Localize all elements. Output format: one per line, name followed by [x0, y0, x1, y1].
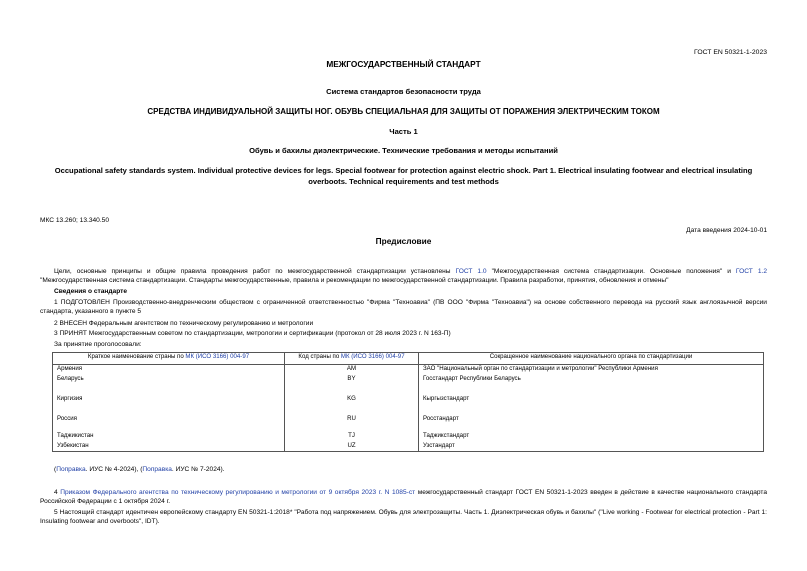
mks-classification: МКС 13.260; 13.340.50 — [40, 217, 110, 224]
standards-system-heading: Система стандартов безопасности труда — [326, 87, 481, 96]
table-row — [53, 442, 764, 452]
column-header-code — [285, 353, 419, 365]
code-cell: BY — [285, 375, 419, 395]
voting-countries-table — [52, 352, 764, 452]
item-5-identical-standard: 5 Настоящий стандарт идентичен европейскому стандарту EN 50321-1:2018* "Работа под напряжением. Обувь для электрозащиты. Часть 1. Диэлектрическая обувь и бахилы" ("Live working - Footwear for electrical protection - Part 1: Insulating footwear and overboots", IDT). — [40, 509, 767, 525]
table-header-row — [53, 353, 764, 365]
document-code: ГОСТ EN 50321-1-2023 — [694, 49, 767, 56]
voted-label: За принятие проголосовали: — [54, 341, 142, 348]
amendment-text: . ИУС № 4-2024), ( — [85, 466, 143, 473]
gost-1-2-link[interactable]: ГОСТ 1.2 — [735, 268, 767, 275]
standard-type-heading: МЕЖГОСУДАРСТВЕННЫЙ СТАНДАРТ — [326, 59, 481, 69]
paragraph-text: Цели, основные принципы и общие правила проведения работ по межгосударственной стандартизации установлены — [54, 268, 456, 275]
amendment-link-2[interactable]: Поправка — [142, 466, 172, 473]
order-link[interactable]: Приказом Федерального агентства по техническому регулированию и метрологии от 9 октября 2023 г. N 1085-ст — [60, 489, 416, 496]
table-row — [53, 365, 764, 375]
table-row — [53, 415, 764, 432]
part-heading: Часть 1 — [389, 127, 418, 136]
item-4-order — [40, 489, 767, 507]
introduction-date: Дата введения 2024-10-01 — [686, 227, 767, 234]
gost-1-0-link[interactable]: ГОСТ 1.0 — [455, 268, 487, 275]
mk-iso-3166-link[interactable]: МК (ИСО 3166) 004-97 — [340, 353, 405, 360]
body-cell: Узстандарт — [419, 442, 764, 452]
body-cell: Росстандарт — [419, 415, 764, 432]
country-cell: Узбекистан — [53, 442, 285, 452]
code-cell: KG — [285, 395, 419, 415]
country-cell: Киргизия — [53, 395, 285, 415]
header-text: Краткое наименование страны по — [87, 353, 186, 360]
paragraph-text: "Межгосударственная система стандартизации. Стандарты межгосударственные, правила и рекомендации по межгосударственной стандартизации. Правила разработки, принятия, обновления и отмены" — [40, 276, 669, 284]
document-subtitle: Обувь и бахилы диэлектрические. Технические требования и методы испытаний — [249, 146, 558, 155]
body-cell: ЗАО "Национальный орган по стандартизации и метрологии" Республики Армения — [419, 365, 764, 375]
country-cell: Таджикистан — [53, 432, 285, 442]
foreword-paragraph-1 — [40, 268, 767, 286]
country-cell: Армения — [53, 365, 285, 375]
paragraph-text: "Межгосударственная система стандартизации. Основные положения" и — [486, 268, 736, 275]
column-header-country — [53, 353, 285, 365]
standard-info-heading: Сведения о стандарте — [54, 288, 128, 295]
column-header-body: Сокращенное наименование национального органа по стандартизации — [419, 353, 764, 365]
body-cell: Госстандарт Республики Беларусь — [419, 375, 764, 395]
amendments-line — [54, 466, 225, 475]
code-cell: UZ — [285, 442, 419, 452]
amendment-text: ( — [54, 466, 57, 473]
table-row — [53, 432, 764, 442]
country-cell: Россия — [53, 415, 285, 432]
item-1-prepared: 1 ПОДГОТОВЛЕН Производственно-внедренческим обществом с ограниченной ответственностью "Фирма "Техноавиа" (ПВ ООО "Фирма "Техноавиа") на основе собственного перевода на русский язык англоязычной версии стандарта, указанного в пункте 5 — [40, 299, 767, 315]
table-row — [53, 395, 764, 415]
code-cell: RU — [285, 415, 419, 432]
code-cell: TJ — [285, 432, 419, 442]
paragraph-text: межгосударственный стандарт ГОСТ EN 50321-1-2023 введен в действие в качестве национального стандарта Российской Федерации с 1 октября 2024 г. — [40, 489, 768, 505]
english-title: Occupational safety standards system. Individual protective devices for legs. Special footwear for protection against electric shock. Part 1. Electrical insulating footwear and electrical insulating overboots. Technical requirements and test methods — [54, 166, 753, 187]
amendment-link-1[interactable]: Поправка — [56, 466, 86, 473]
item-3-adopted: 3 ПРИНЯТ Межгосударственным советом по стандартизации, метрологии и сертификации (протокол от 28 июля 2023 г. N 163-П) — [54, 330, 451, 337]
country-cell: Беларусь — [53, 375, 285, 395]
mk-iso-3166-link[interactable]: МК (ИСО 3166) 004-97 — [185, 353, 250, 360]
paragraph-text: 4 — [54, 489, 61, 496]
body-cell: Кыргызстандарт — [419, 395, 764, 415]
foreword-heading: Предисловие — [375, 236, 432, 246]
amendment-text: . ИУС № 7-2024). — [171, 466, 225, 473]
document-title: СРЕДСТВА ИНДИВИДУАЛЬНОЙ ЗАЩИТЫ НОГ. ОБУВЬ СПЕЦИАЛЬНАЯ ДЛЯ ЗАЩИТЫ ОТ ПОРАЖЕНИЯ ЭЛЕКТРИЧЕСКИМ ТОКОМ — [147, 107, 660, 116]
code-cell: AM — [285, 365, 419, 375]
item-2-submitted: 2 ВНЕСЕН Федеральным агентством по техническому регулированию и метрологии — [54, 320, 314, 327]
header-text: Код страны по — [298, 353, 341, 360]
body-cell: Таджикстандарт — [419, 432, 764, 442]
table-row — [53, 375, 764, 395]
